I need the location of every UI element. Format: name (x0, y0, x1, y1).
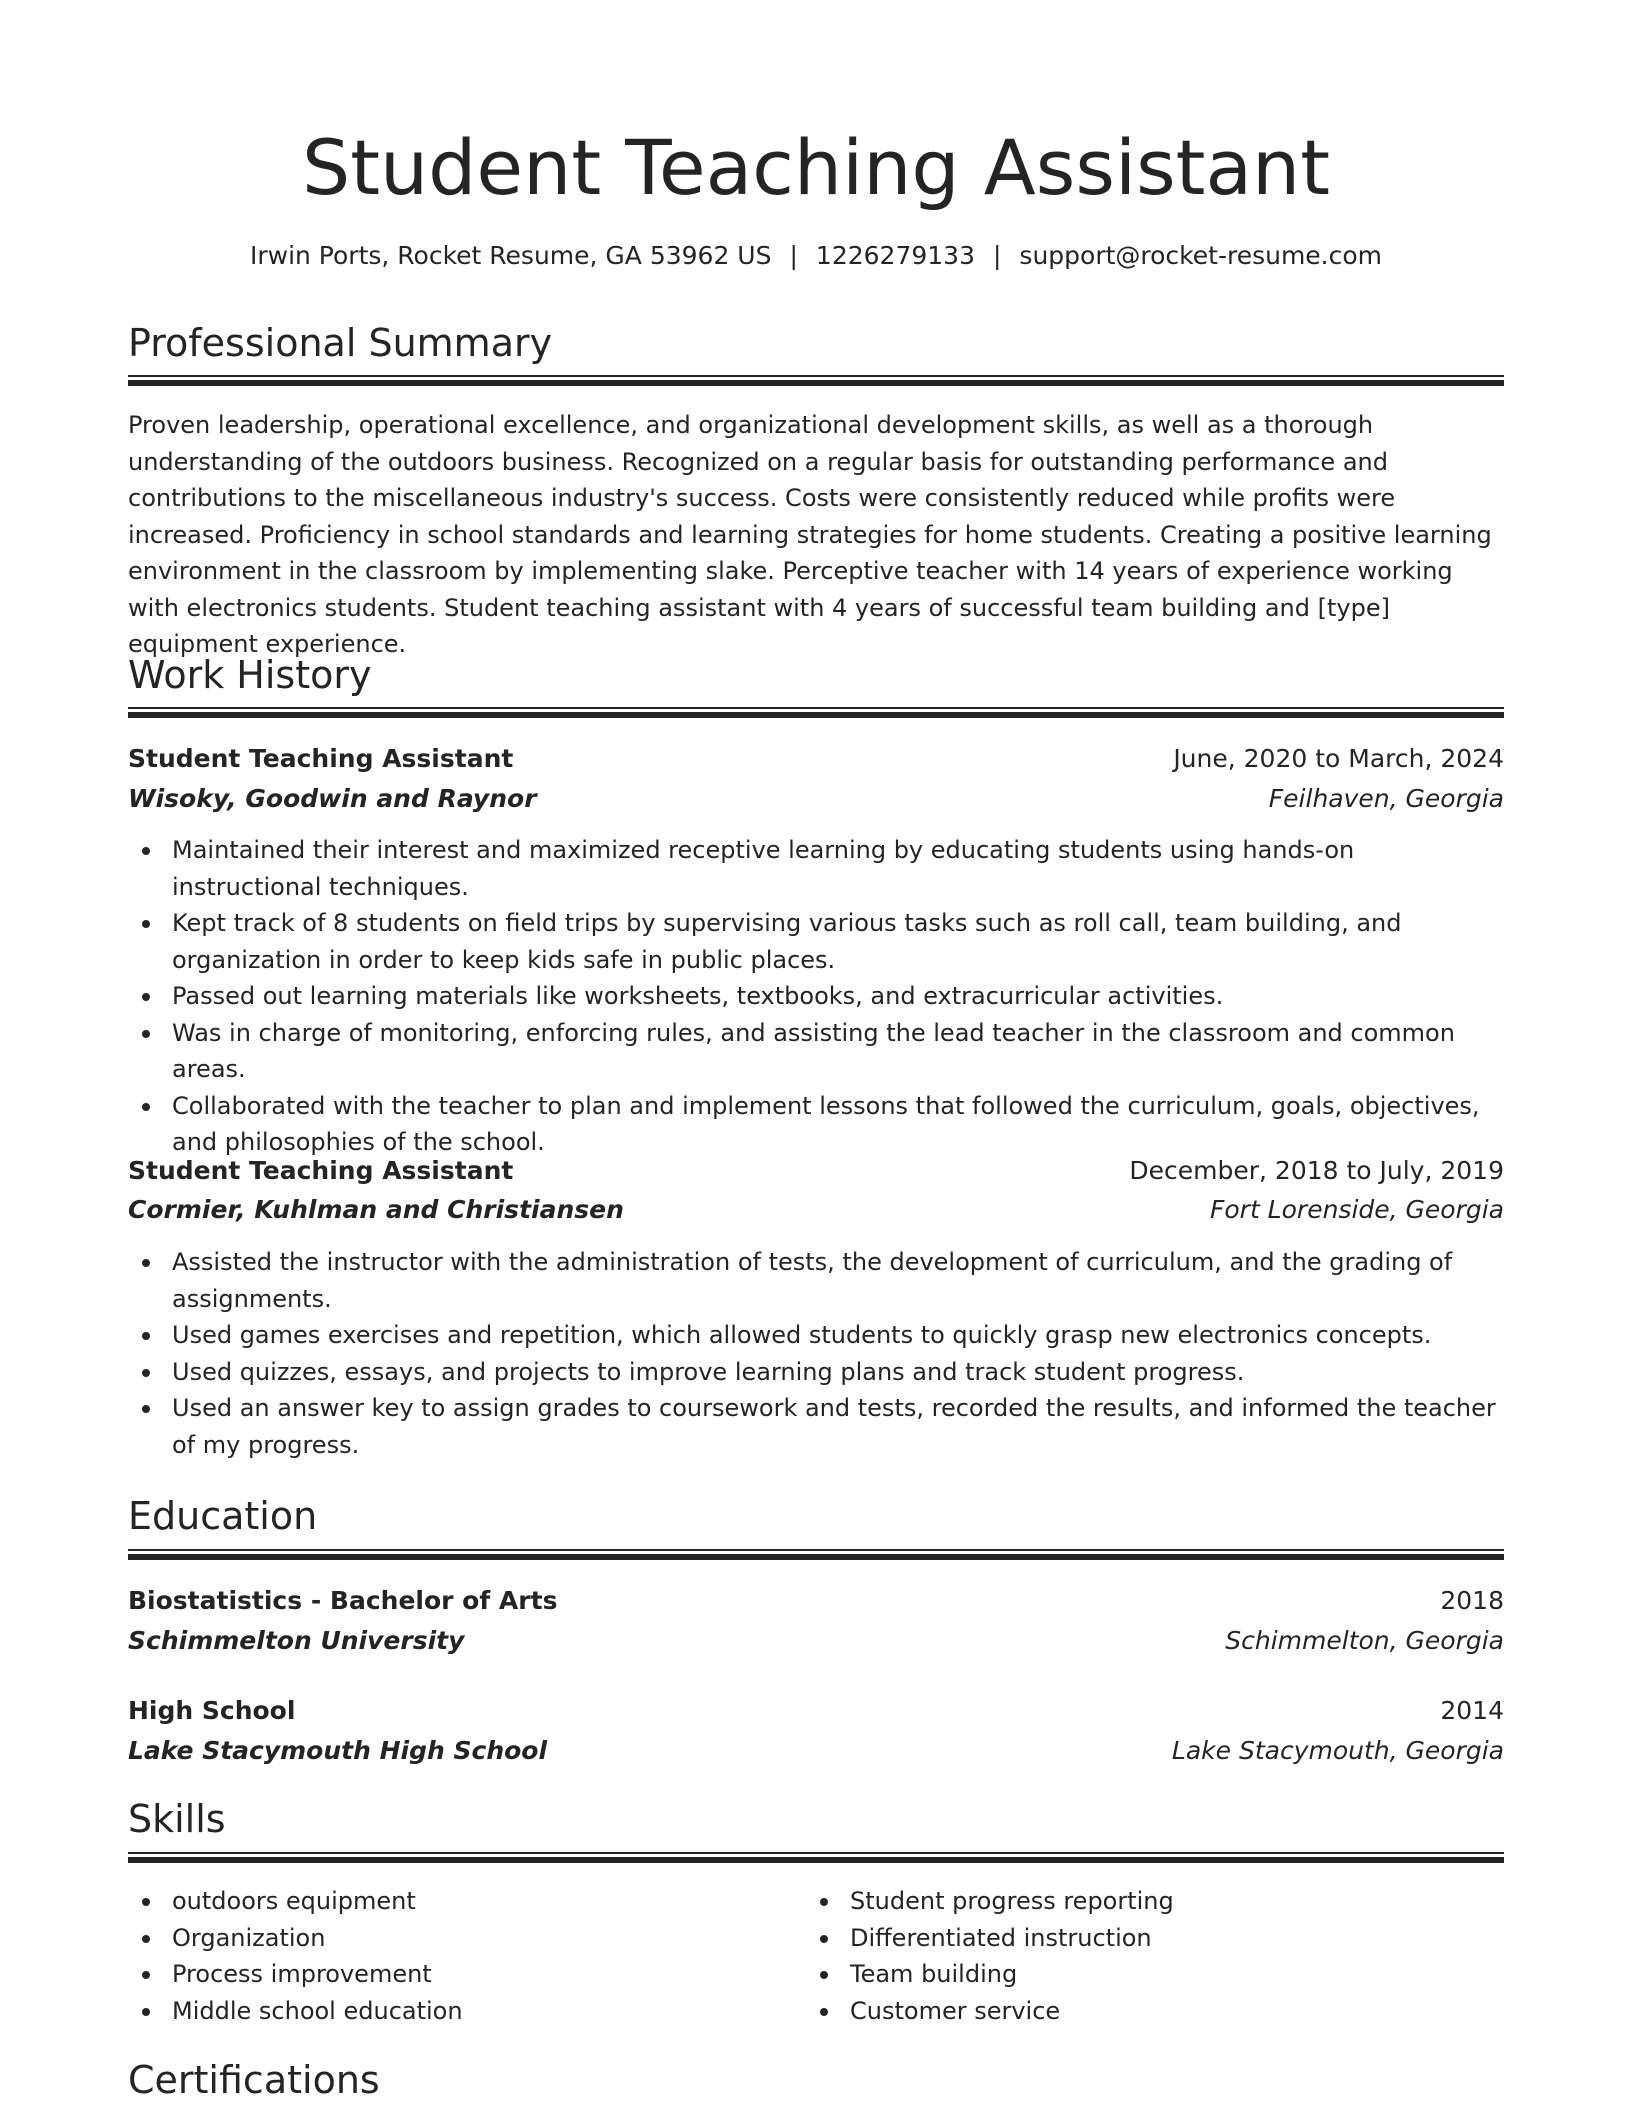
job-location: Feilhaven, Georgia (1268, 783, 1504, 813)
education-school-row (128, 1731, 1504, 1769)
summary-text: Proven leadership, operational excellence, and organizational development skills, as well as a thorough understanding of the outdoors business. Recognized on a regular basis for outstanding performance and contributions to the miscellaneous industry's success. Costs were consistently reduced while profits were increased. Proficiency in school standards and learning strategies for home students. Creating a positive learning environment in the classroom by implementing slake. Perceptive teacher with 14 years of experience working with electronics students. Student teaching assistant with 4 years of successful team building and [type] equipment experience. (128, 411, 1492, 658)
job-header (128, 1151, 1504, 1189)
resume-name-heading: Student Teaching Assistant (301, 123, 1331, 212)
section-divider (128, 1549, 1504, 1560)
job-company: Cormier, Kuhlman and Christiansen (128, 1194, 624, 1224)
education-degree: Biostatistics - Bachelor of Arts (128, 1585, 558, 1615)
section-title-work-history: Work History (128, 653, 372, 697)
contact-address: Irwin Ports, Rocket Resume, GA 53962 US (249, 241, 772, 270)
section-divider (128, 1852, 1504, 1863)
skills-list-left (128, 1883, 768, 2029)
job-dates: June, 2020 to March, 2024 (1173, 743, 1504, 773)
section-title-education: Education (128, 1494, 318, 1538)
job-header (128, 739, 1504, 777)
education-school: Schimmelton University (128, 1625, 465, 1655)
list-item: Was in charge of monitoring, enforcing rules, and assisting the lead teacher in the classroom and common areas. (128, 1015, 1504, 1088)
list-item: outdoors equipment (128, 1883, 768, 1920)
section-title-summary: Professional Summary (128, 321, 553, 365)
section-divider (128, 375, 1504, 386)
education-school: Lake Stacymouth High School (128, 1735, 548, 1765)
list-item: Organization (128, 1920, 768, 1957)
education-year: 2014 (1440, 1695, 1504, 1725)
job-bullet-list (128, 1244, 1504, 1463)
list-item: Used games exercises and repetition, which allowed students to quickly grasp new electronics concepts. (128, 1317, 1504, 1354)
list-item: Kept track of 8 students on field trips by supervising various tasks such as roll call, team building, and organization in order to keep kids safe in public places. (128, 905, 1504, 978)
skills-list-right (806, 1883, 1446, 2029)
list-item: Used quizzes, essays, and projects to improve learning plans and track student progress. (128, 1354, 1504, 1391)
contact-separator: | (789, 241, 798, 270)
job-title: Student Teaching Assistant (128, 743, 514, 773)
contact-separator: | (992, 241, 1002, 270)
list-item: Passed out learning materials like worksheets, textbooks, and extracurricular activities. (128, 978, 1504, 1015)
job-title: Student Teaching Assistant (128, 1155, 514, 1185)
education-header (128, 1691, 1504, 1729)
contact-phone: 1226279133 (815, 241, 975, 270)
education-header (128, 1581, 1504, 1619)
list-item: Team building (806, 1956, 1446, 1993)
job-dates: December, 2018 to July, 2019 (1129, 1155, 1504, 1185)
education-school-row (128, 1621, 1504, 1659)
education-degree: High School (128, 1695, 296, 1725)
list-item: Customer service (806, 1993, 1446, 2030)
list-item: Used an answer key to assign grades to coursework and tests, recorded the results, and informed the teacher of my progress. (128, 1390, 1504, 1463)
job-location: Fort Lorenside, Georgia (1209, 1194, 1504, 1224)
contact-email: support@rocket-resume.com (1019, 241, 1383, 270)
job-company-row (128, 1190, 1504, 1228)
education-location: Lake Stacymouth, Georgia (1171, 1735, 1504, 1765)
list-item: Differentiated instruction (806, 1920, 1446, 1957)
section-title-certifications: Certifications (128, 2058, 380, 2102)
list-item: Collaborated with the teacher to plan and implement lessons that followed the curriculum, goals, objectives, and philosophies of the school. (128, 1088, 1504, 1161)
list-item: Middle school education (128, 1993, 768, 2030)
list-item: Process improvement (128, 1956, 768, 1993)
job-company-row (128, 779, 1504, 817)
contact-line (128, 238, 1504, 274)
job-bullet-list (128, 832, 1504, 1161)
section-divider (128, 707, 1504, 718)
section-title-skills: Skills (128, 1797, 226, 1841)
education-year: 2018 (1440, 1585, 1504, 1615)
list-item: Assisted the instructor with the administration of tests, the development of curriculum, and the grading of assignments. (128, 1244, 1504, 1317)
list-item: Student progress reporting (806, 1883, 1446, 1920)
list-item: Maintained their interest and maximized receptive learning by educating students using hands-on instructional techniques. (128, 832, 1504, 905)
job-company: Wisoky, Goodwin and Raynor (128, 783, 537, 813)
education-location: Schimmelton, Georgia (1225, 1625, 1504, 1655)
